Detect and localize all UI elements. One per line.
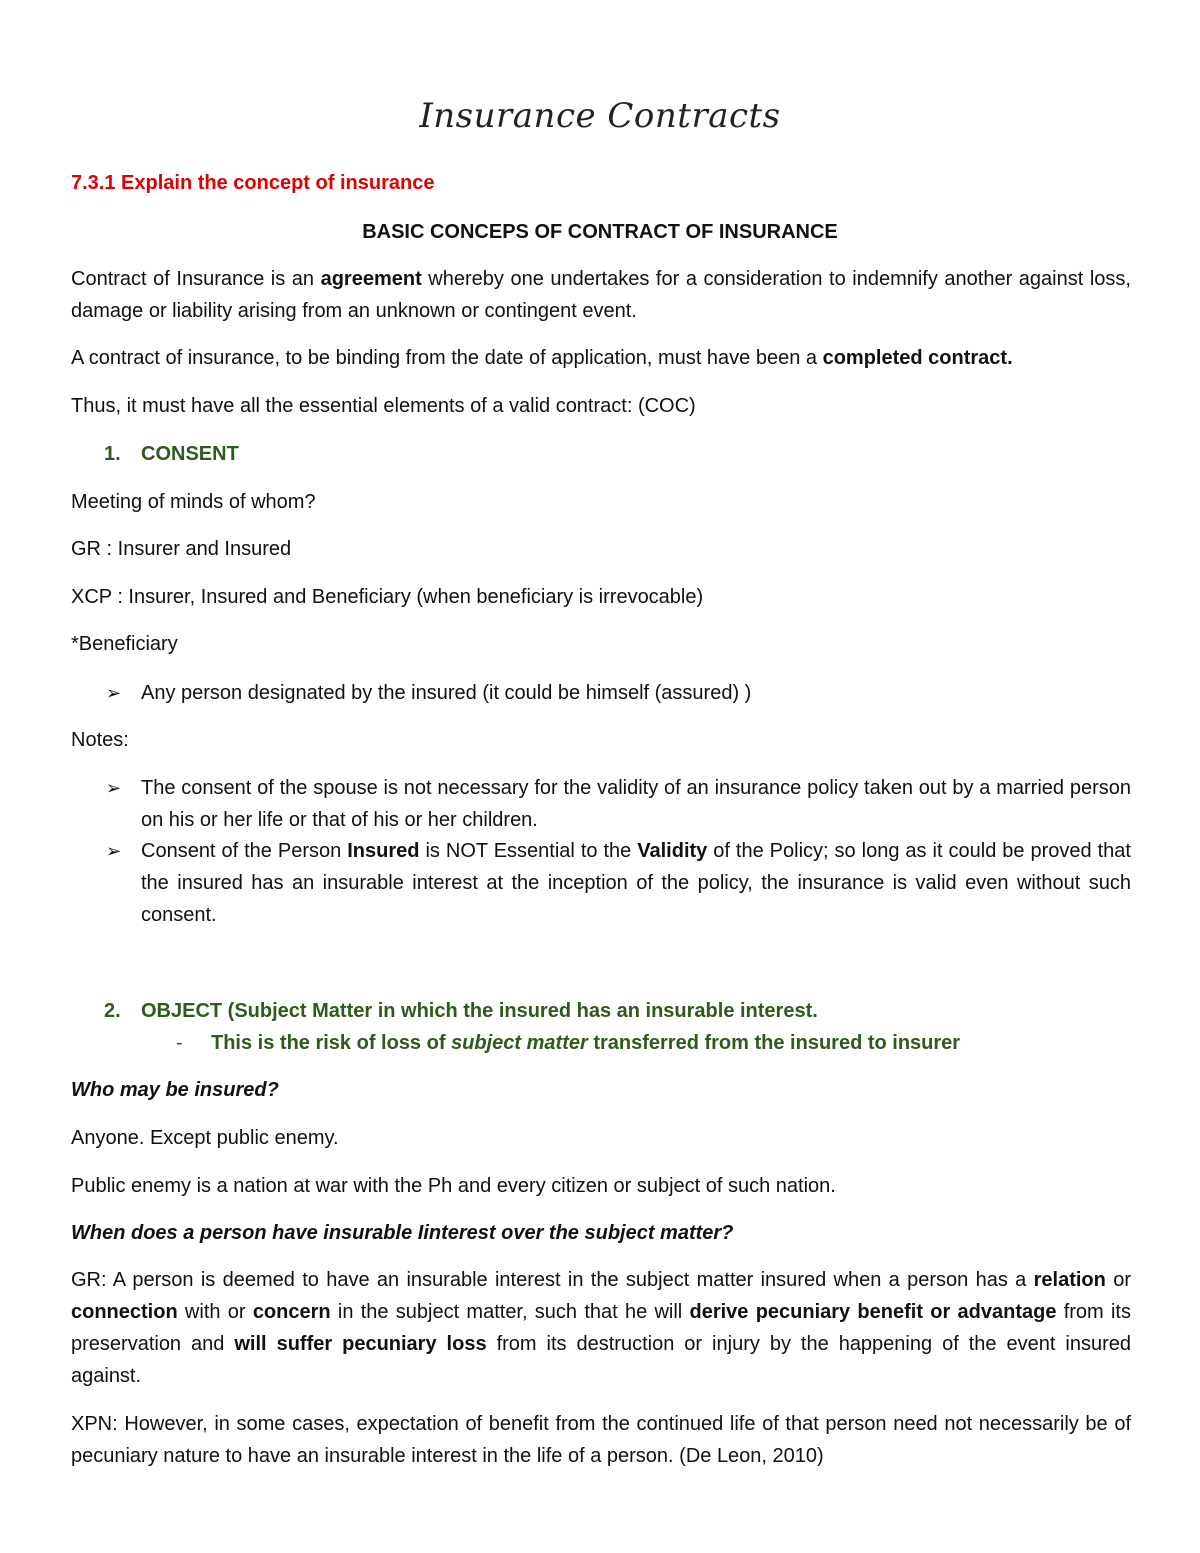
beneficiary-label: *Beneficiary — [71, 633, 178, 655]
consent-exception: XCP : Insurer, Insured and Beneficiary (when beneficiary is irrevocable) — [71, 586, 704, 608]
intro-paragraph-1: Contract of Insurance is an agreement whereby one undertakes for a consideration to indemnify another against loss, damage or liability arising from an unknown or contingent event. — [71, 268, 1131, 322]
dash-bullet: - — [176, 1032, 183, 1054]
answer-anyone: Anyone. Except public enemy. — [71, 1127, 339, 1149]
consent-general-rule: GR : Insurer and Insured — [71, 538, 292, 560]
note-1: The consent of the spouse is not necessary for the validity of an insurance policy taken out by a married person on his or her life or that of his or her children. — [141, 777, 1131, 831]
exception-paragraph: XPN: However, in some cases, expectation of benefit from the continued life of that person need not necessarily be of pecuniary nature to have an insurable interest in the life of a person. (De Leon, 2010) — [71, 1413, 1131, 1467]
beneficiary-bullet: Any person designated by the insured (it could be himself (assured) ) — [141, 682, 752, 704]
intro-paragraph-3: Thus, it must have all the essential elements of a valid contract: (COC) — [71, 395, 696, 417]
arrow-bullet-icon: ➢ — [106, 841, 122, 861]
question-who-insured: Who may be insured? — [71, 1079, 279, 1101]
object-subpoint: This is the risk of loss of subject matter transferred from the insured to insurer — [211, 1032, 961, 1054]
arrow-bullet-icon: ➢ — [106, 778, 122, 798]
public-enemy-definition: Public enemy is a nation at war with the Ph and every citizen or subject of such nation. — [71, 1175, 836, 1197]
list-number: 2. — [104, 1000, 121, 1022]
note-2: Consent of the Person Insured is NOT Essential to the Validity of the Policy; so long as it could be proved that the insured has an insurable interest at the inception of the policy, the insurance is valid even without such consent. — [141, 840, 1131, 926]
general-rule-paragraph: GR: A person is deemed to have an insurable interest in the subject matter insured when a person has a relation or connection with or concern in the subject matter, such that he will derive pecuniary benefit or advantage from its preservation and will suffer pecuniary loss from its destruction or injury by the happening of the event insured against. — [71, 1269, 1132, 1387]
consent-heading: CONSENT — [141, 443, 239, 465]
subheading: BASIC CONCEPS OF CONTRACT OF INSURANCE — [362, 221, 838, 243]
section-heading: 7.3.1 Explain the concept of insurance — [71, 172, 435, 194]
intro-paragraph-2: A contract of insurance, to be binding from the date of application, must have been a completed contract. — [71, 347, 1013, 369]
consent-question: Meeting of minds of whom? — [71, 491, 316, 513]
object-heading: OBJECT (Subject Matter in which the insured has an insurable interest. — [141, 1000, 818, 1022]
question-insurable-interest: When does a person have insurable Iinterest over the subject matter? — [71, 1222, 734, 1244]
list-number: 1. — [104, 443, 121, 465]
arrow-bullet-icon: ➢ — [106, 683, 122, 703]
page-title: Insurance Contracts — [419, 96, 781, 136]
notes-label: Notes: — [71, 729, 129, 751]
